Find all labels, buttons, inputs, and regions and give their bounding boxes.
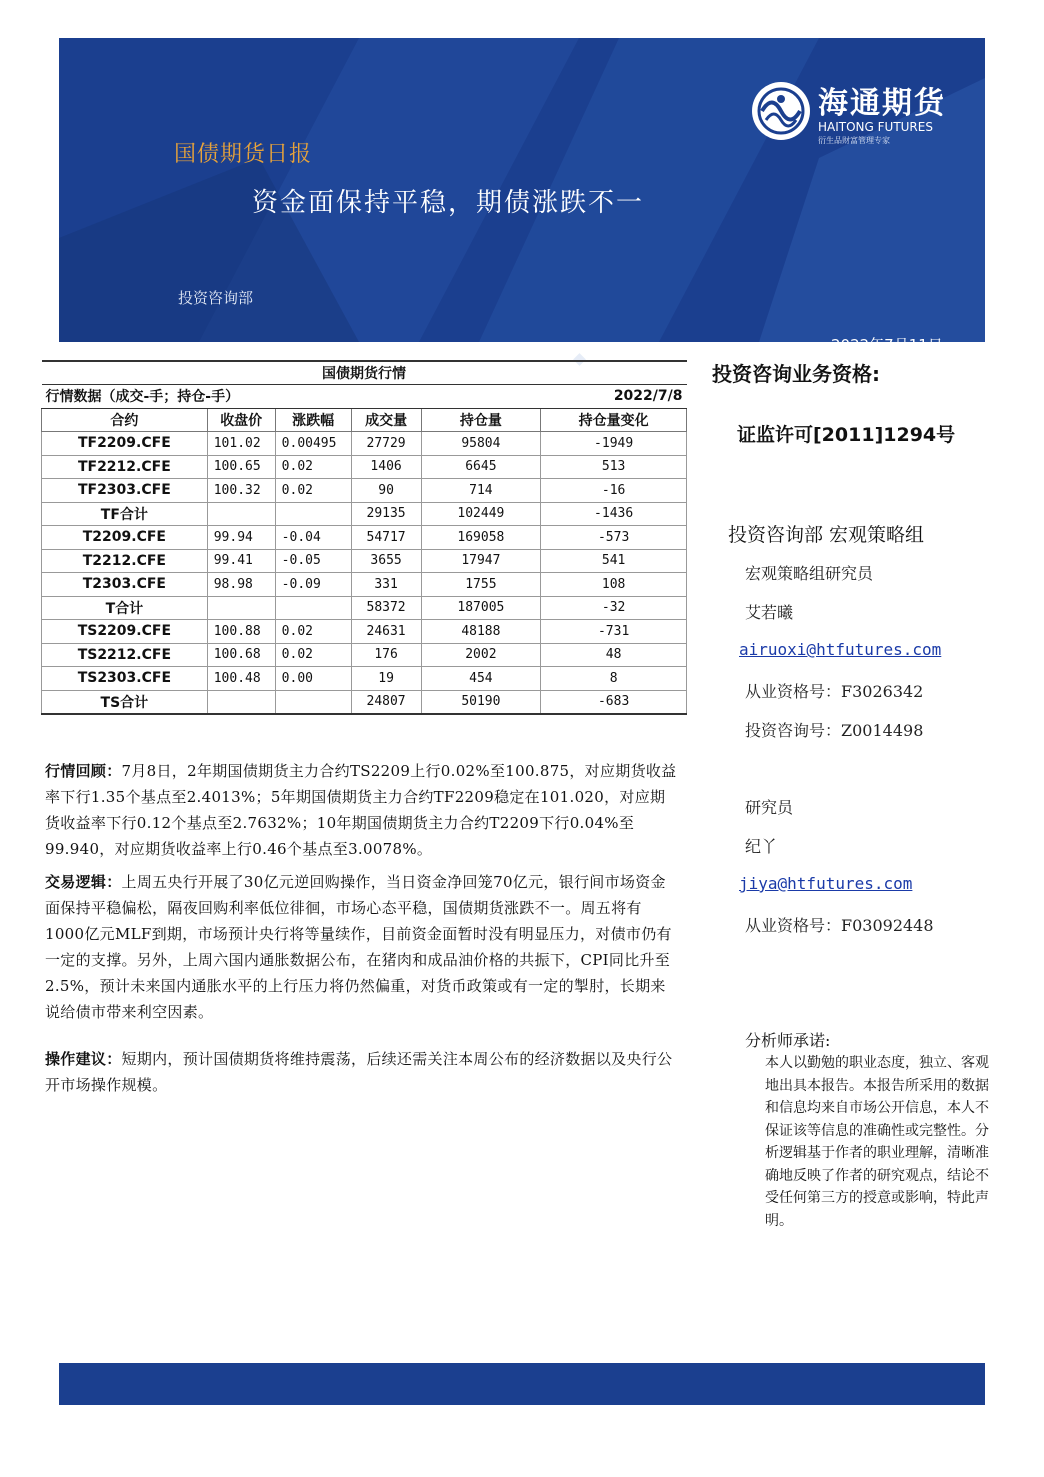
table-cell-oi-chg: -1436 xyxy=(541,502,687,526)
quote-table-body xyxy=(42,432,687,714)
table-cell-chg: -0.04 xyxy=(275,526,351,550)
table-cell-oi-chg: -16 xyxy=(541,479,687,503)
report-headline: 资金面保持平稳，期债涨跌不一 xyxy=(252,188,645,218)
company-logo xyxy=(750,80,950,150)
table-cell-close xyxy=(207,690,275,714)
table-cell-vol: 24807 xyxy=(351,690,421,714)
table-row xyxy=(42,549,687,573)
qualification-title: 投资咨询业务资格: xyxy=(712,362,880,386)
table-cell-close: 100.88 xyxy=(207,620,275,644)
column-header: 成交量 xyxy=(351,408,421,432)
report-date: 2022年7月11日 xyxy=(831,336,943,354)
table-cell-code: T2209.CFE xyxy=(42,526,208,550)
table-cell-oi-chg: 108 xyxy=(541,573,687,597)
column-header: 合约 xyxy=(42,408,208,432)
table-cell-code: T2303.CFE xyxy=(42,573,208,597)
market-review-text: 7月8日，2年期国债期货主力合约TS2209上行0.02%至100.875，对应期货收益率下行1.35个基点至2.4013%；5年期国债期货主力合约TF2209稳定在101.020，对应期货收益率下行0.12个基点至2.7632%；10年期国债期货主力合约T2209下行0.04%至99.940，对应期货收益率上行0.46个基点至3.0078%。 xyxy=(45,762,677,858)
table-cell-oi: 50190 xyxy=(421,690,541,714)
column-header: 涨跌幅 xyxy=(275,408,351,432)
logo-slogan: 衍生品财富管理专家 xyxy=(818,136,890,145)
table-cell-oi: 17947 xyxy=(421,549,541,573)
trading-logic-label: 交易逻辑： xyxy=(45,873,122,891)
quote-table-subtitle: 行情数据（成交-手；持仓-手） xyxy=(42,385,422,409)
table-cell-oi-chg: -573 xyxy=(541,526,687,550)
table-cell-vol: 3655 xyxy=(351,549,421,573)
table-cell-code: TF2303.CFE xyxy=(42,479,208,503)
table-row xyxy=(42,432,687,456)
quote-table-header-row xyxy=(42,408,687,432)
table-row xyxy=(42,643,687,667)
table-cell-vol: 1406 xyxy=(351,455,421,479)
table-cell-close: 100.48 xyxy=(207,667,275,691)
analyst1-name: 艾若曦 xyxy=(745,603,794,622)
operation-advice-label: 操作建议： xyxy=(45,1050,122,1068)
table-cell-code: T合计 xyxy=(42,596,208,620)
table-cell-vol: 27729 xyxy=(351,432,421,456)
table-row xyxy=(42,667,687,691)
table-cell-chg: 0.02 xyxy=(275,455,351,479)
table-cell-chg: 0.02 xyxy=(275,620,351,644)
table-cell-chg: 0.00 xyxy=(275,667,351,691)
table-cell-code: TS2209.CFE xyxy=(42,620,208,644)
quote-table-title-row xyxy=(42,361,687,385)
license-number: 证监许可[2011]1294号 xyxy=(737,424,956,446)
table-cell-oi-chg: -1949 xyxy=(541,432,687,456)
table-row xyxy=(42,573,687,597)
table-cell-close: 99.41 xyxy=(207,549,275,573)
trading-logic xyxy=(45,869,677,1025)
table-cell-chg: 0.02 xyxy=(275,643,351,667)
table-cell-oi: 6645 xyxy=(421,455,541,479)
table-cell-vol: 24631 xyxy=(351,620,421,644)
table-cell-close: 100.32 xyxy=(207,479,275,503)
table-cell-chg: -0.09 xyxy=(275,573,351,597)
quote-table-title: 国债期货行情 xyxy=(42,361,687,385)
table-cell-chg: -0.05 xyxy=(275,549,351,573)
quote-table-date: 2022/7/8 xyxy=(421,385,686,409)
analyst1-cert: 从业资格号：F3026342 xyxy=(745,682,924,701)
column-header: 收盘价 xyxy=(207,408,275,432)
table-cell-close: 98.98 xyxy=(207,573,275,597)
table-cell-chg xyxy=(275,502,351,526)
research-group: 投资咨询部 宏观策略组 xyxy=(728,524,925,546)
table-cell-chg: 0.02 xyxy=(275,479,351,503)
table-cell-oi: 48188 xyxy=(421,620,541,644)
market-review xyxy=(45,758,677,862)
table-cell-code: T2212.CFE xyxy=(42,549,208,573)
table-row xyxy=(42,526,687,550)
report-type: 国债期货日报 xyxy=(174,142,313,167)
table-cell-close: 100.68 xyxy=(207,643,275,667)
table-cell-oi-chg: -683 xyxy=(541,690,687,714)
banner-dept: 投资咨询部 xyxy=(178,289,254,307)
table-row xyxy=(42,502,687,526)
table-cell-oi: 2002 xyxy=(421,643,541,667)
table-cell-oi-chg: 8 xyxy=(541,667,687,691)
table-cell-code: TS合计 xyxy=(42,690,208,714)
table-cell-vol: 176 xyxy=(351,643,421,667)
table-cell-code: TF合计 xyxy=(42,502,208,526)
table-cell-oi-chg: 513 xyxy=(541,455,687,479)
table-cell-oi: 714 xyxy=(421,479,541,503)
table-cell-oi-chg: -731 xyxy=(541,620,687,644)
analyst2-role: 研究员 xyxy=(745,798,794,817)
table-cell-chg: 0.00495 xyxy=(275,432,351,456)
logo-english-name: HAITONG FUTURES xyxy=(818,120,933,134)
table-cell-close xyxy=(207,502,275,526)
table-cell-vol: 331 xyxy=(351,573,421,597)
table-cell-code: TS2212.CFE xyxy=(42,643,208,667)
logo-chinese-name: 海通期货 xyxy=(818,86,946,121)
table-cell-oi: 454 xyxy=(421,667,541,691)
table-cell-vol: 54717 xyxy=(351,526,421,550)
table-row xyxy=(42,620,687,644)
table-cell-close: 100.65 xyxy=(207,455,275,479)
table-row xyxy=(42,455,687,479)
analyst1-email-link[interactable]: airuoxi@htfutures.com xyxy=(739,640,942,659)
table-cell-vol: 90 xyxy=(351,479,421,503)
column-header: 持仓量变化 xyxy=(541,408,687,432)
footer-bar xyxy=(59,1363,985,1405)
table-cell-oi: 1755 xyxy=(421,573,541,597)
table-cell-chg xyxy=(275,596,351,620)
table-cell-oi: 95804 xyxy=(421,432,541,456)
analyst1-advisory-no: 投资咨询号：Z0014498 xyxy=(745,721,924,740)
analyst2-cert: 从业资格号：F03092448 xyxy=(745,916,934,935)
analyst2-email-link[interactable]: jiya@htfutures.com xyxy=(739,874,913,893)
quote-table xyxy=(41,360,687,715)
analyst2-name: 纪丫 xyxy=(745,837,778,856)
table-cell-oi: 187005 xyxy=(421,596,541,620)
table-cell-vol: 19 xyxy=(351,667,421,691)
table-row xyxy=(42,690,687,714)
commitment-text: 本人以勤勉的职业态度，独立、客观地出具本报告。本报告所采用的数据和信息均来自市场公开信息，本人不保证该等信息的准确性或完整性。分析逻辑基于作者的职业理解，清晰准确地反映了作者的研究观点，结论不受任何第三方的授意或影响，特此声明。 xyxy=(765,1055,989,1229)
table-cell-vol: 58372 xyxy=(351,596,421,620)
column-header: 持仓量 xyxy=(421,408,541,432)
table-cell-vol: 29135 xyxy=(351,502,421,526)
table-cell-oi-chg: 541 xyxy=(541,549,687,573)
table-cell-oi-chg: 48 xyxy=(541,643,687,667)
table-row xyxy=(42,479,687,503)
table-cell-code: TF2209.CFE xyxy=(42,432,208,456)
operation-advice-text: 短期内，预计国债期货将维持震荡，后续还需关注本周公布的经济数据以及央行公开市场操作规模。 xyxy=(45,1050,673,1094)
table-row xyxy=(42,596,687,620)
header-banner xyxy=(59,38,985,354)
analyst1-role: 宏观策略组研究员 xyxy=(745,564,874,583)
table-cell-oi-chg: -32 xyxy=(541,596,687,620)
table-cell-close xyxy=(207,596,275,620)
operation-advice xyxy=(45,1046,677,1098)
quote-table-subtitle-row xyxy=(42,385,687,409)
table-cell-code: TF2212.CFE xyxy=(42,455,208,479)
logo-emblem-icon xyxy=(750,80,812,142)
market-review-label: 行情回顾： xyxy=(45,762,122,780)
table-cell-chg xyxy=(275,690,351,714)
commitment-title: 分析师承诺: xyxy=(745,1031,831,1050)
table-cell-close: 101.02 xyxy=(207,432,275,456)
trading-logic-text: 上周五央行开展了30亿元逆回购操作，当日资金净回笼70亿元，银行间市场资金面保持平稳偏松，隔夜回购利率低位徘徊，市场心态平稳，国债期货涨跌不一。周五将有1000亿元MLF到期，市场预计央行将等量续作，目前资金面暂时没有明显压力，对债市仍有一定的支撑。另外，上周六国内通胀数据公布，在猪肉和成品油价格的共振下，CPI同比升至2.5%，预计未来国内通胀水平的上行压力将仍然偏重，对货币政策或有一定的掣肘，长期来说给债市带来利空因素。 xyxy=(45,873,672,1021)
table-cell-oi: 169058 xyxy=(421,526,541,550)
table-cell-code: TS2303.CFE xyxy=(42,667,208,691)
table-cell-close: 99.94 xyxy=(207,526,275,550)
table-cell-oi: 102449 xyxy=(421,502,541,526)
